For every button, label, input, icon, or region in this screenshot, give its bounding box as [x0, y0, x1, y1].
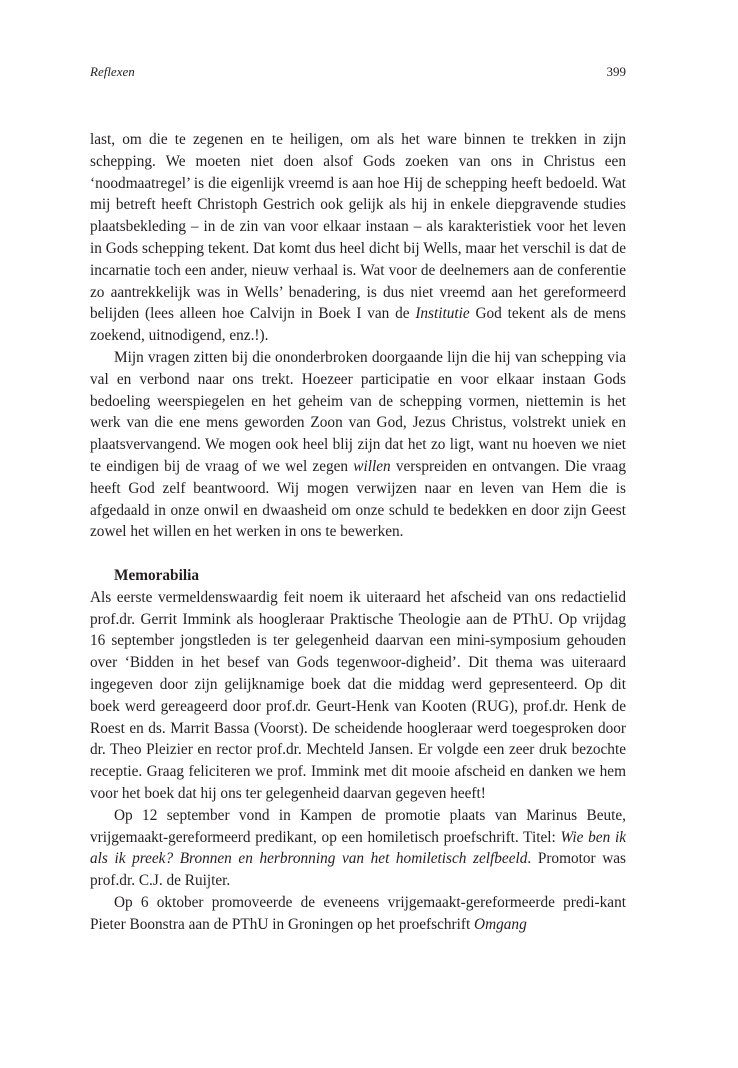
paragraph-5-text-a: Op 6 oktober promoveerde de eveneens vrijgemaakt-gereformeerde predi-kant Pieter Boonstra aan de PThU in Groningen op het proefschrift [90, 893, 626, 933]
paragraph-3: Als eerste vermeldenswaardig feit noem ik uiteraard het afscheid van ons redactielid prof.dr. Gerrit Immink als hoogleraar Praktische Theologie aan de PThU. Op vrijdag 16 september jongstleden is ter gelegenheid daarvan een mini-symposium gehouden over ‘Bidden in het besef van Gods tegenwoor-digheid’. Dit thema was uiteraard ingegeven door zijn gelijknamige boek dat die middag werd gepresenteerd. Op dit boek werd gereageerd door prof.dr. Geurt-Henk van Kooten (RUG), prof.dr. Henk de Roest en ds. Marrit Bassa (Voorst). De scheidende hoogleraar werd toegesproken door dr. Theo Pleizier en rector prof.dr. Mechteld Jansen. Er volgde een zeer druk bezochte receptie. Graag feliciteren we prof. Immink met dit mooie afscheid en danken we hem voor het boek dat hij ons ter gelegenheid daarvan gegeven heeft! [90, 588, 626, 802]
section-spacer [90, 543, 626, 565]
paragraph-5-italic: Omgang [474, 915, 527, 933]
paragraph-2 [90, 347, 626, 543]
section-heading: Memorabilia [114, 566, 199, 584]
paragraph-2-text-b: verspreiden en ontvangen. Die vraag heeft God zelf beantwoord. Wij mogen verwijzen naar en leven van Hem die is afgedaald in onze onwil en dwaasheid om onze schuld te bedekken en door zijn Geest zowel het willen en het werken in ons te bewerken. [90, 457, 626, 541]
paragraph-1-text-b: God tekent als de mens zoekend, uitnodigend, enz.!). [90, 305, 626, 345]
paragraph-4-text-a: Op 12 september vond in Kampen de promotie plaats van Marinus Beute, vrijgemaakt-gereformeerd predikant, op een homiletisch proefschrift. Titel: [90, 806, 626, 846]
paragraph-1-italic: Institutie [415, 305, 470, 323]
running-title: Reflexen [90, 64, 135, 79]
paragraph-1 [90, 129, 626, 347]
paragraph-2-italic: willen [353, 457, 391, 475]
paragraph-4-italic: Wie ben ik als ik preek? Bronnen en herbronning van het homiletisch zelfbeeld [90, 828, 626, 868]
paragraph-2-text-a: Mijn vragen zitten bij die ononderbroken doorgaande lijn die hij van schepping via val en verbond naar ons trekt. Hoezeer participatie en voor elkaar instaan Gods bedoeling weerspiegelen en het geheim van de schepping vormen, niettemin is het werk van die ene mens geworden Zoon van God, Jezus Christus, volstrekt uniek en plaatsvervangend. We mogen ook heel blij zijn dat het zo ligt, want nu hoeven we niet te eindigen bij de vraag of we wel zegen [90, 348, 626, 475]
paragraph-4 [90, 805, 626, 892]
body-text [90, 129, 626, 935]
paragraph-4-text-b: . Promotor was prof.dr. C.J. de Ruijter. [90, 850, 626, 890]
paragraph-1-text-a: last, om die te zegenen en te heiligen, om als het ware binnen te trekken in zijn schepping. We moeten niet doen alsof Gods zoeken van ons in Christus een ‘noodmaatregel’ is die eigenlijk vreemd is aan hoe Hij de schepping heeft bedoeld. Wat mij betreft heeft Christoph Gestrich ook gelijk als hij in enkele diepgravende studies plaatsbekleding – in de zin van voor elkaar instaan – als karakteristiek voor het leven in Gods schepping tekent. Dat komt dus heel dicht bij Wells, maar het verschil is dat de incarnatie toch een ander, nieuw verhaal is. Wat voor de deelnemers aan de conferentie zo aantrekkelijk was in Wells’ benadering, is dus niet vreemd aan het gereformeerd belijden (lees alleen hoe Calvijn in Boek I van de [90, 131, 626, 323]
page-number: 399 [606, 64, 626, 79]
paragraph-5 [90, 892, 626, 936]
